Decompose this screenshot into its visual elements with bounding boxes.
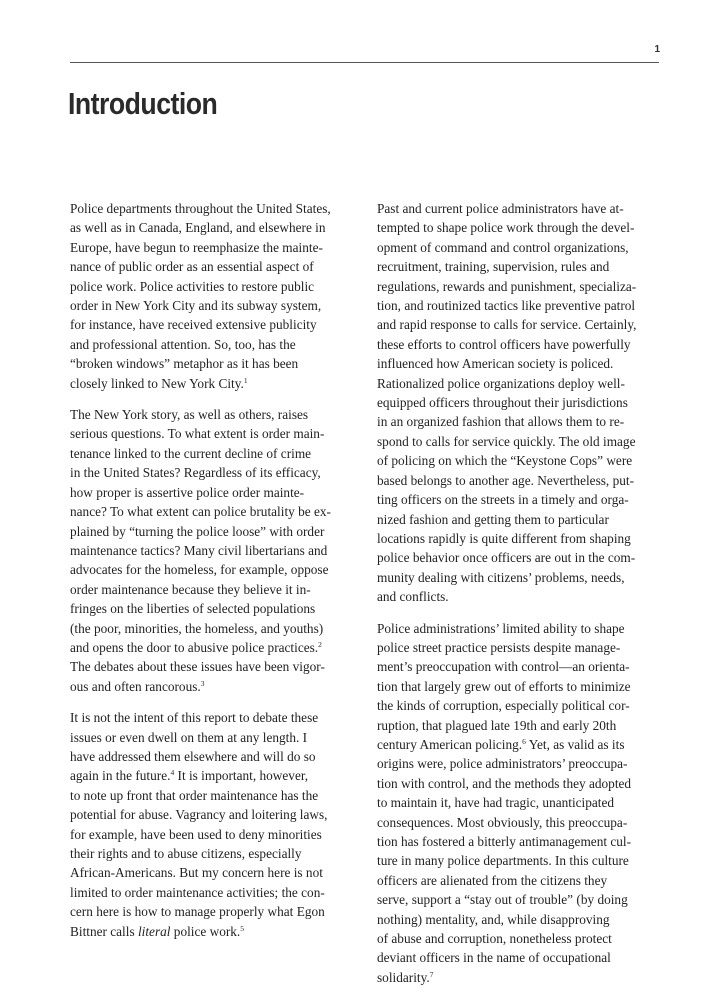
text-line bbox=[70, 638, 366, 657]
text-line: issues or even dwell on them at any length. I bbox=[70, 729, 308, 745]
text-line: tempted to shape police work through the devel- bbox=[377, 220, 635, 236]
text-line: ruption, that plagued late 19th and early 20th bbox=[377, 717, 617, 733]
text-line: serious questions. To what extent is order main- bbox=[70, 426, 325, 442]
text-line: of abuse and corruption, nonetheless protect bbox=[377, 931, 612, 947]
text-line: cern here is how to manage properly what Egon bbox=[70, 904, 325, 920]
footnote-marker: 5 bbox=[240, 923, 245, 933]
text-line: as well as in Canada, England, and elsewhere in bbox=[70, 220, 326, 236]
text-line: recruitment, training, supervision, rules and bbox=[377, 259, 610, 275]
text-line: order in New York City and its subway system, bbox=[70, 298, 322, 314]
text-line: for example, have been used to deny minorities bbox=[70, 826, 322, 842]
text-line bbox=[377, 735, 677, 754]
text-line: potential for abuse. Vagrancy and loitering laws, bbox=[70, 807, 328, 823]
text-line: The debates about these issues have been vigor- bbox=[70, 659, 325, 675]
text-line: police behavior once officers are out in the com- bbox=[377, 550, 636, 566]
text-line: and rapid response to calls for service. Certainly, bbox=[377, 317, 637, 333]
text-line: Police departments throughout the United States, bbox=[70, 201, 331, 216]
text-line: their rights and to abuse citizens, especially bbox=[70, 846, 302, 861]
text-line: nized fashion and getting them to particular bbox=[377, 511, 609, 527]
text-line: how proper is assertive police order mainte- bbox=[70, 484, 305, 500]
text-line: to note up front that order maintenance has the bbox=[70, 787, 319, 803]
text-line: Rationalized police organizations deploy well- bbox=[377, 375, 625, 391]
text-line: the kinds of corruption, especially political cor- bbox=[377, 698, 630, 714]
text-line: for instance, have received extensive publicity bbox=[70, 317, 317, 333]
text-line: in the United States? Regardless of its efficacy, bbox=[70, 465, 321, 481]
page-number: 1 bbox=[654, 44, 660, 55]
footnote-marker: 4 bbox=[170, 768, 175, 778]
text-line: police street practice persists despite manage- bbox=[377, 639, 621, 655]
text-line bbox=[70, 766, 366, 785]
text-line: Police administrations’ limited ability to shape bbox=[377, 620, 625, 636]
text-line: and professional attention. So, too, has the bbox=[70, 336, 296, 352]
text-line: (the poor, minorities, the homeless, and youths) bbox=[70, 620, 324, 636]
footnote-marker: 7 bbox=[429, 969, 434, 979]
text-segment: and opens the door to abusive police practices. bbox=[70, 639, 319, 655]
text-segment: closely linked to New York City. bbox=[70, 375, 244, 391]
text-line: equipped officers throughout their jurisdictions bbox=[377, 395, 628, 411]
emphasis-text: literal bbox=[137, 923, 171, 939]
text-line: ting officers on the streets in a timely and orga- bbox=[377, 492, 629, 508]
text-line: these efforts to control officers have powerfully bbox=[377, 336, 631, 352]
text-line: tion has fostered a bitterly antimanagement cul- bbox=[377, 834, 632, 849]
text-line: ture in many police departments. In this culture bbox=[377, 853, 629, 869]
text-segment: ous and often rancorous. bbox=[70, 678, 201, 694]
text-line: regulations, rewards and punishment, specializa- bbox=[377, 278, 637, 294]
text-line: maintenance tactics? Many civil libertarians and bbox=[70, 542, 328, 558]
text-line: tion, and routinized tactics like preventive patrol bbox=[377, 298, 636, 314]
text-line: nance of public order as an essential aspect of bbox=[70, 259, 314, 275]
text-line: limited to order maintenance activities; the con- bbox=[70, 884, 325, 900]
text-line: locations rapidly is quite different from shaping bbox=[377, 530, 631, 546]
text-line: deviant officers in the name of occupational bbox=[377, 950, 611, 966]
text-line: ment’s preoccupation with control—an orienta- bbox=[377, 659, 630, 675]
text-segment: Bittner calls bbox=[70, 923, 138, 939]
text-line: plained by “turning the police loose” with order bbox=[70, 523, 325, 539]
text-segment: police work. bbox=[170, 923, 241, 939]
header-rule bbox=[70, 62, 659, 63]
left-column bbox=[70, 199, 366, 953]
text-line: tion that largely grew out of efforts to minimize bbox=[377, 678, 631, 694]
text-line: Europe, have begun to reemphasize the mainte- bbox=[70, 239, 323, 255]
text-line: munity dealing with citizens’ problems, needs, bbox=[377, 569, 625, 585]
text-line: nothing) mentality, and, while disapproving bbox=[377, 911, 610, 927]
text-line: have addressed them elsewhere and will do so bbox=[70, 748, 316, 764]
text-segment: again in the future. bbox=[70, 768, 171, 784]
text-line: “broken windows” metaphor as it has been bbox=[70, 356, 299, 372]
text-line: based belongs to another age. Nevertheless, put- bbox=[377, 472, 634, 488]
text-segment: Yet, as valid as its bbox=[525, 736, 625, 752]
text-line: nance? To what extent can police brutality be ex- bbox=[70, 504, 331, 520]
text-line: advocates for the homeless, for example, oppose bbox=[70, 562, 329, 578]
right-column bbox=[377, 199, 677, 999]
text-line: order maintenance because they believe it in- bbox=[70, 581, 311, 597]
footnote-marker: 3 bbox=[200, 678, 205, 688]
text-line bbox=[377, 968, 677, 987]
text-line: tenance linked to the current decline of crime bbox=[70, 445, 312, 461]
text-line: spond to calls for service quickly. The old image bbox=[377, 433, 636, 449]
page-title: Introduction bbox=[68, 86, 218, 121]
text-line: It is not the intent of this report to debate these bbox=[70, 710, 319, 726]
paragraph-4 bbox=[377, 199, 677, 607]
paragraph-5 bbox=[377, 619, 677, 988]
footnote-marker: 6 bbox=[522, 736, 526, 746]
paragraph-1 bbox=[70, 199, 366, 393]
text-line: influenced how American society is policed. bbox=[377, 356, 614, 372]
text-line bbox=[70, 677, 366, 696]
text-line: The New York story, as well as others, raises bbox=[70, 407, 309, 423]
text-line: to maintain it, have had tragic, unanticipated bbox=[377, 795, 615, 811]
footnote-marker: 1 bbox=[243, 375, 248, 385]
text-line: in an organized fashion that allows them to re- bbox=[377, 414, 625, 430]
text-line: African-Americans. But my concern here is not bbox=[70, 865, 323, 881]
text-line bbox=[70, 922, 366, 941]
text-line: fringes on the liberties of selected populations bbox=[70, 601, 316, 617]
footnote-marker: 2 bbox=[318, 639, 322, 649]
text-line: officers are alienated from the citizens they bbox=[377, 872, 608, 888]
paragraph-3 bbox=[70, 708, 366, 941]
text-line: of policing on which the “Keystone Cops” were bbox=[377, 453, 633, 469]
text-line: police work. Police activities to restore public bbox=[70, 278, 315, 294]
text-segment: century American policing. bbox=[377, 736, 523, 752]
text-line: opment of command and control organizations, bbox=[377, 239, 629, 255]
text-line: consequences. Most obviously, this preoccupa- bbox=[377, 814, 628, 830]
text-line: origins were, police administrators’ preoccupa- bbox=[377, 756, 628, 772]
text-line: Past and current police administrators have at- bbox=[377, 201, 624, 216]
text-line: and conflicts. bbox=[377, 589, 449, 605]
text-segment: It is important, however, bbox=[174, 768, 309, 784]
text-segment: solidarity. bbox=[377, 969, 430, 985]
text-line bbox=[70, 374, 366, 393]
text-line: tion with control, and the methods they adopted bbox=[377, 775, 632, 791]
text-line: serve, support a “stay out of trouble” (by doing bbox=[377, 892, 628, 908]
paragraph-2 bbox=[70, 405, 366, 696]
